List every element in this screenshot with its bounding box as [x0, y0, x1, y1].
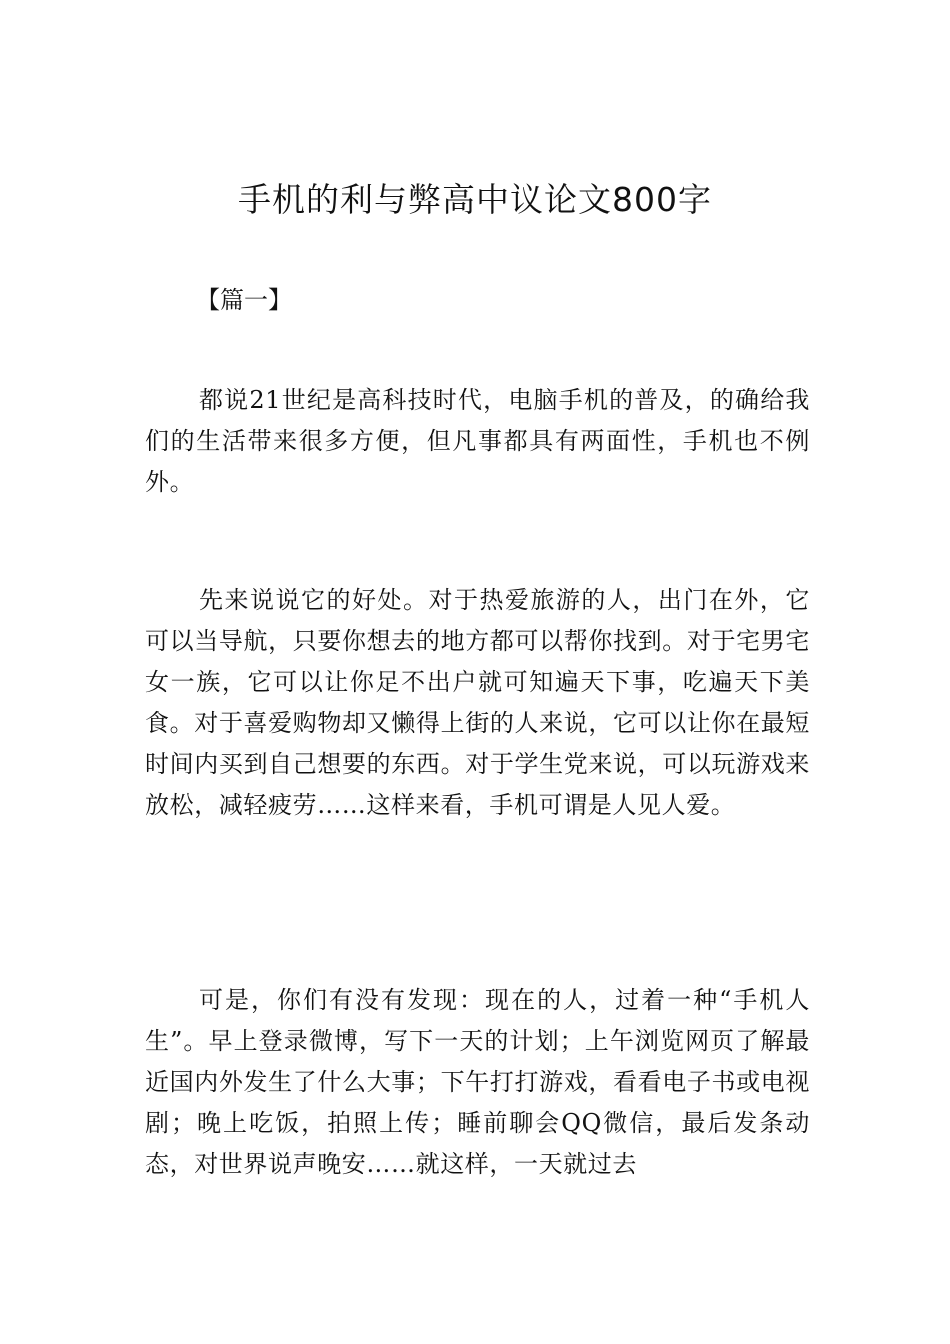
document-title: 手机的利与弊高中议论文800字 — [238, 180, 712, 219]
paragraph-2: 先来说说它的好处。对于热爱旅游的人，出门在外，它可以当导航，只要你想去的地方都可以帮你找到。对于宅男宅女一族，它可以让你足不出户就可知遍天下事，吃遍天下美食。对于喜爱购物却又懒得上街的人来说，它可以让你在最短时间内买到自己想要的东西。对于学生党来说，可以玩游戏来放松，减轻疲劳……这样来看，手机可谓是人见人爱。 — [145, 586, 810, 819]
paragraph-3: 可是，你们有没有发现：现在的人，过着一种“手机人生”。早上登录微博，写下一天的计划；上午浏览网页了解最近国内外发生了什么大事；下午打打游戏，看看电子书或电视剧；晚上吃饭，拍照上传；睡前聊会QQ微信，最后发条动态，对世界说声晚安……就这样，一天就过去 — [145, 986, 810, 1178]
section-label: 【篇一】 — [196, 286, 292, 314]
paragraph-1: 都说21世纪是高科技时代，电脑手机的普及，的确给我们的生活带来很多方便，但凡事都具有两面性，手机也不例外。 — [145, 386, 810, 496]
